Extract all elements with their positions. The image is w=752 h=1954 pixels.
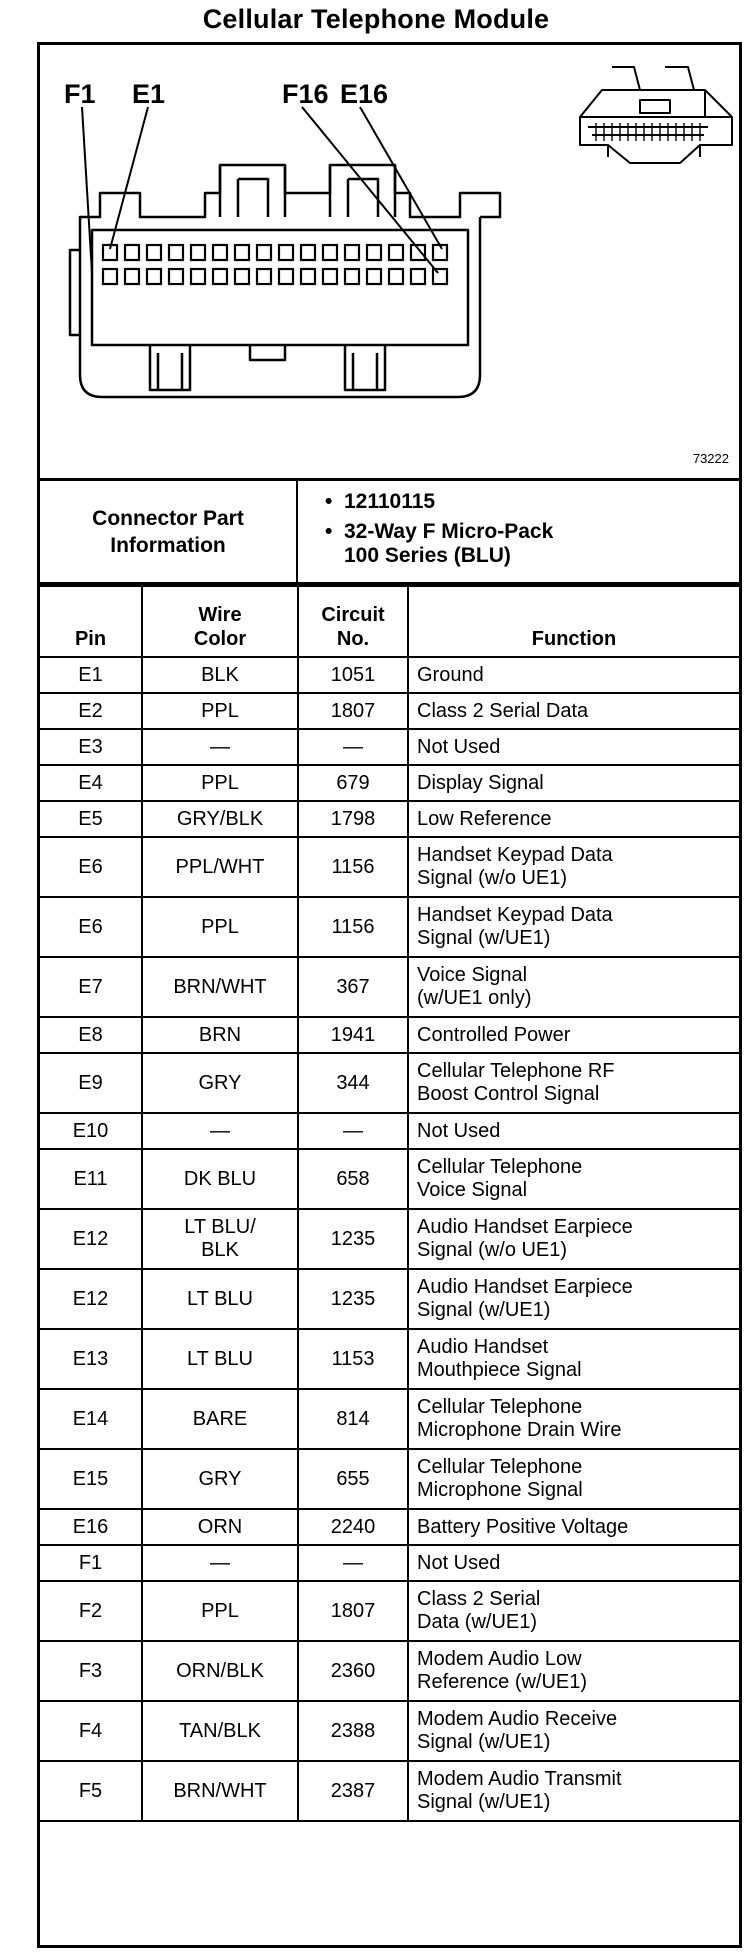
function-cell: Modem Audio Low Reference (w/UE1) [408, 1641, 739, 1701]
function-cell: Class 2 Serial Data [408, 693, 739, 729]
page-title: Cellular Telephone Module [202, 4, 550, 34]
function-cell: Audio Handset Earpiece Signal (w/o UE1) [408, 1209, 739, 1269]
part-number: 12110115 [344, 490, 436, 513]
circuit-number-cell: 814 [298, 1389, 408, 1449]
label-f16: F16 [282, 79, 329, 109]
connector-part-info [40, 481, 739, 585]
circuit-number-cell: 1235 [298, 1209, 408, 1269]
table-row [40, 801, 739, 837]
pin-cell: E12 [40, 1269, 142, 1329]
figure-number: 73222 [692, 451, 729, 466]
bullet-mark: • [325, 490, 333, 513]
wire-color-cell: BRN/WHT [142, 957, 298, 1017]
wire-color-cell: — [142, 1545, 298, 1581]
pinout-rows [40, 657, 739, 1821]
table-row [40, 957, 739, 1017]
function-cell: Controlled Power [408, 1017, 739, 1053]
circuit-number-cell: 2387 [298, 1761, 408, 1821]
wire-color-cell: GRY [142, 1449, 298, 1509]
header-function: Function [408, 586, 739, 657]
circuit-number-cell: — [298, 1545, 408, 1581]
function-cell: Handset Keypad Data Signal (w/o UE1) [408, 837, 739, 897]
table-row [40, 1017, 739, 1053]
circuit-number-cell: 655 [298, 1449, 408, 1509]
circuit-number-cell: — [298, 1113, 408, 1149]
table-row [40, 1269, 739, 1329]
connector-diagram [40, 45, 739, 481]
table-row [40, 1545, 739, 1581]
wire-color-cell: LT BLU/ BLK [142, 1209, 298, 1269]
function-cell: Ground [408, 657, 739, 693]
header-circuit-no: Circuit No. [298, 586, 408, 657]
wire-color-cell: ORN [142, 1509, 298, 1545]
function-cell: Voice Signal (w/UE1 only) [408, 957, 739, 1017]
pin-cell: E6 [40, 837, 142, 897]
label-e1: E1 [132, 79, 166, 109]
pin-cell: E4 [40, 765, 142, 801]
function-cell: Cellular Telephone RF Boost Control Signal [408, 1053, 739, 1113]
table-row [40, 1581, 739, 1641]
function-cell: Modem Audio Receive Signal (w/UE1) [408, 1701, 739, 1761]
pin-cell: E15 [40, 1449, 142, 1509]
circuit-number-cell: 679 [298, 765, 408, 801]
connector-description-line2: 100 Series (BLU) [344, 544, 511, 567]
part-number-bullet [298, 490, 739, 514]
circuit-number-cell: 1941 [298, 1017, 408, 1053]
wire-color-cell: PPL/WHT [142, 837, 298, 897]
wire-color-cell: LT BLU [142, 1269, 298, 1329]
circuit-number-cell: 658 [298, 1149, 408, 1209]
connector-description-line1: 32-Way F Micro-Pack [344, 520, 554, 543]
function-cell: Modem Audio Transmit Signal (w/UE1) [408, 1761, 739, 1821]
table-row [40, 765, 739, 801]
circuit-number-cell: 1798 [298, 801, 408, 837]
function-cell: Display Signal [408, 765, 739, 801]
function-cell: Not Used [408, 1545, 739, 1581]
function-cell: Class 2 Serial Data (w/UE1) [408, 1581, 739, 1641]
circuit-number-cell: 2360 [298, 1641, 408, 1701]
wire-color-cell: GRY/BLK [142, 801, 298, 837]
label-f1: F1 [64, 79, 96, 109]
table-row [40, 1113, 739, 1149]
function-cell: Not Used [408, 729, 739, 765]
circuit-number-cell: 1156 [298, 837, 408, 897]
wire-color-cell: BRN [142, 1017, 298, 1053]
wire-color-cell: BRN/WHT [142, 1761, 298, 1821]
wire-color-cell: TAN/BLK [142, 1701, 298, 1761]
pin-cell: E14 [40, 1389, 142, 1449]
table-row [40, 897, 739, 957]
table-row [40, 1053, 739, 1113]
pin-cell: E1 [40, 657, 142, 693]
circuit-number-cell: 367 [298, 957, 408, 1017]
function-cell: Low Reference [408, 801, 739, 837]
function-cell: Cellular Telephone Voice Signal [408, 1149, 739, 1209]
wire-color-cell: ORN/BLK [142, 1641, 298, 1701]
function-cell: Cellular Telephone Microphone Signal [408, 1449, 739, 1509]
circuit-number-cell: 2240 [298, 1509, 408, 1545]
pin-cell: E13 [40, 1329, 142, 1389]
pin-cell: E8 [40, 1017, 142, 1053]
connector-sheet [37, 42, 742, 1948]
wire-color-cell: — [142, 1113, 298, 1149]
pin-cell: F4 [40, 1701, 142, 1761]
wire-color-cell: PPL [142, 1581, 298, 1641]
circuit-number-cell: 1153 [298, 1329, 408, 1389]
pin-cell: E5 [40, 801, 142, 837]
pin-cell: E6 [40, 897, 142, 957]
table-row [40, 1701, 739, 1761]
table-row [40, 1449, 739, 1509]
wire-color-cell: BLK [142, 657, 298, 693]
circuit-number-cell: 2388 [298, 1701, 408, 1761]
function-cell: Not Used [408, 1113, 739, 1149]
table-header-row [40, 586, 739, 657]
circuit-number-cell: 1156 [298, 897, 408, 957]
wire-color-cell: GRY [142, 1053, 298, 1113]
table-row [40, 1149, 739, 1209]
pin-cell: E3 [40, 729, 142, 765]
wire-color-cell: PPL [142, 693, 298, 729]
header-wire-color: Wire Color [142, 586, 298, 657]
wire-color-cell: BARE [142, 1389, 298, 1449]
label-e16: E16 [340, 79, 389, 109]
connector-label-line2: Information [110, 533, 226, 557]
wire-color-cell: PPL [142, 765, 298, 801]
bullet-mark: • [325, 520, 333, 543]
connector-part-details [298, 481, 739, 582]
connector-part-label [40, 481, 298, 582]
pin-cell: F1 [40, 1545, 142, 1581]
function-cell: Audio Handset Earpiece Signal (w/UE1) [408, 1269, 739, 1329]
circuit-number-cell: 1807 [298, 693, 408, 729]
table-row [40, 1389, 739, 1449]
table-row [40, 729, 739, 765]
circuit-number-cell: 1807 [298, 1581, 408, 1641]
pinout-table [40, 585, 739, 1822]
table-row [40, 1509, 739, 1545]
table-row [40, 693, 739, 729]
table-row [40, 1209, 739, 1269]
circuit-number-cell: — [298, 729, 408, 765]
function-cell: Battery Positive Voltage [408, 1509, 739, 1545]
pin-cell: F3 [40, 1641, 142, 1701]
table-row [40, 1761, 739, 1821]
wire-color-cell: DK BLU [142, 1149, 298, 1209]
wire-color-cell: PPL [142, 897, 298, 957]
wire-color-cell: LT BLU [142, 1329, 298, 1389]
pin-cell: E9 [40, 1053, 142, 1113]
table-row [40, 657, 739, 693]
function-cell: Audio Handset Mouthpiece Signal [408, 1329, 739, 1389]
pin-cell: F5 [40, 1761, 142, 1821]
connector-face-drawing [40, 45, 739, 478]
table-row [40, 837, 739, 897]
table-row [40, 1329, 739, 1389]
pin-cell: E2 [40, 693, 142, 729]
function-cell: Cellular Telephone Microphone Drain Wire [408, 1389, 739, 1449]
table-row [40, 1641, 739, 1701]
circuit-number-cell: 344 [298, 1053, 408, 1113]
pin-cell: E16 [40, 1509, 142, 1545]
description-bullet [298, 520, 739, 568]
connector-label-line1: Connector Part [92, 506, 244, 530]
pin-cell: E10 [40, 1113, 142, 1149]
pin-cell: E11 [40, 1149, 142, 1209]
pin-cell: E12 [40, 1209, 142, 1269]
wire-color-cell: — [142, 729, 298, 765]
function-cell: Handset Keypad Data Signal (w/UE1) [408, 897, 739, 957]
header-pin: Pin [40, 586, 142, 657]
pin-cell: E7 [40, 957, 142, 1017]
pin-cell: F2 [40, 1581, 142, 1641]
circuit-number-cell: 1235 [298, 1269, 408, 1329]
circuit-number-cell: 1051 [298, 657, 408, 693]
